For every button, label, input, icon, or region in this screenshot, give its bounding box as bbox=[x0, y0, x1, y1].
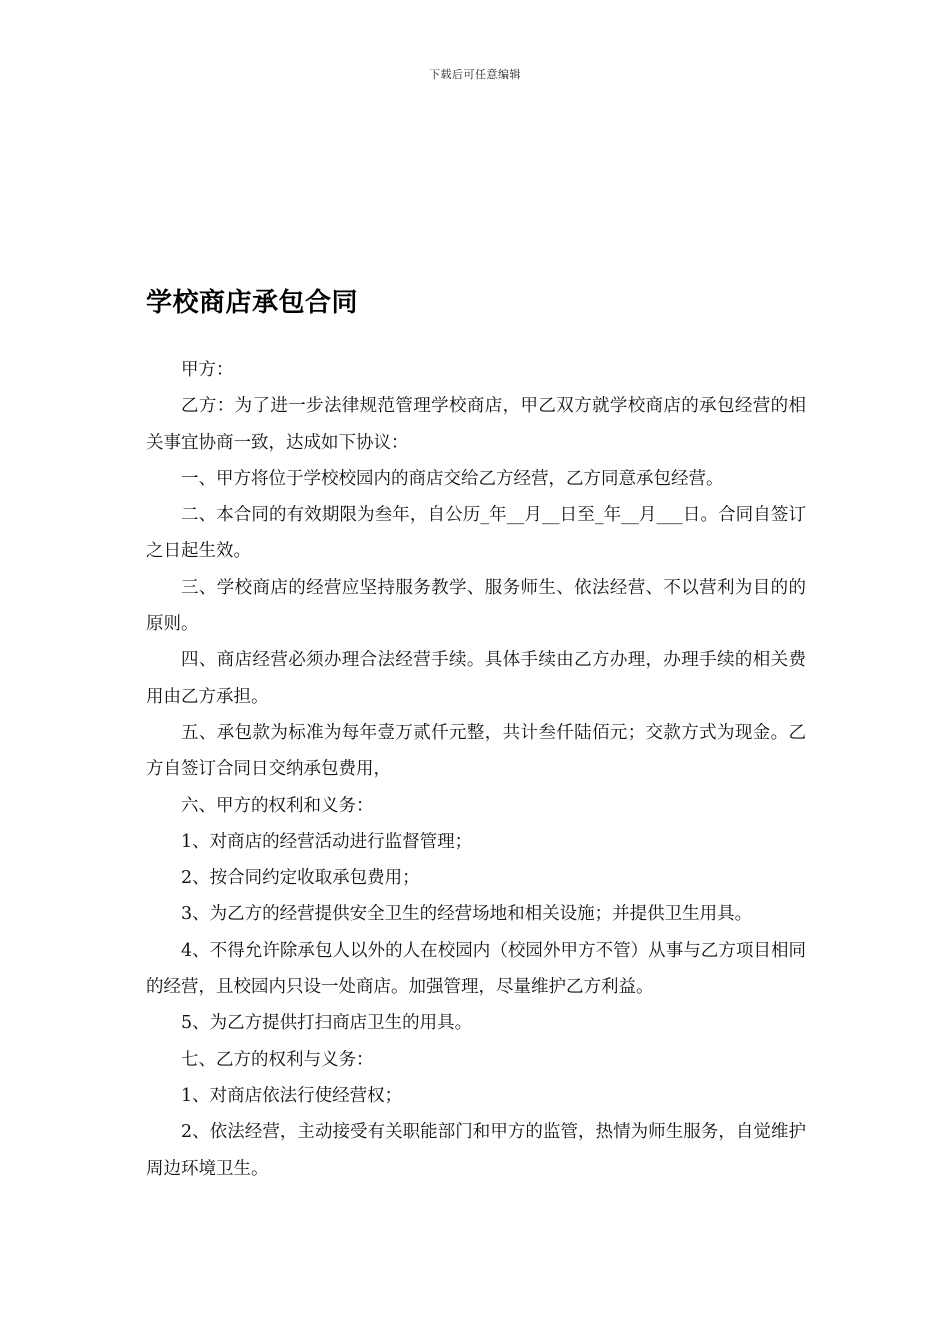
clause-2-paragraph: 二、本合同的有效期限为叁年，自公历_年__月__日至_年__月___日。合同自签订之日起生效。 bbox=[146, 505, 806, 562]
clause-6-heading: 六、甲方的权利和义务： bbox=[181, 795, 374, 816]
document-body bbox=[146, 352, 806, 1187]
clause-6-item-4: 4、不得允许除承包人以外的人在校园内（校园外甲方不管）从事与乙方项目相同的经营，且校园内只设一处商店。加强管理，尽量维护乙方利益。 bbox=[146, 940, 806, 998]
clause-1-paragraph: 一、甲方将位于学校校园内的商店交给乙方经营，乙方同意承包经营。 bbox=[181, 468, 724, 489]
document-title: 学校商店承包合同 bbox=[146, 288, 359, 318]
clause-4-paragraph: 四、商店经营必须办理合法经营手续。具体手续由乙方办理，办理手续的相关费用由乙方承担。 bbox=[146, 650, 806, 707]
clause-6-item-2: 2、按合同约定收取承包费用； bbox=[181, 868, 420, 889]
clause-3-paragraph: 三、学校商店的经营应坚持服务教学、服务师生、依法经营、不以营利为目的的原则。 bbox=[146, 577, 806, 635]
clause-7-item-1: 1、对商店依法行使经营权； bbox=[181, 1085, 403, 1106]
clause-6-item-3: 3、为乙方的经营提供安全卫生的经营场地和相关设施；并提供卫生用具。 bbox=[181, 904, 753, 925]
clause-7-item-2: 2、依法经营，主动接受有关职能部门和甲方的监管，热情为师生服务，自觉维护周边环境卫生。 bbox=[146, 1122, 806, 1179]
party-b-intro-paragraph: 乙方：为了进一步法律规范管理学校商店，甲乙双方就学校商店的承包经营的相关事宜协商一致，达成如下协议： bbox=[146, 396, 806, 453]
header-note: 下载后可任意编辑 bbox=[429, 68, 521, 81]
clause-6-item-1: 1、对商店的经营活动进行监督管理； bbox=[181, 831, 473, 852]
clause-5-paragraph: 五、承包款为标准为每年壹万贰仟元整，共计叁仟陆佰元；交款方式为现金。乙方自签订合同日交纳承包费用， bbox=[146, 722, 806, 780]
clause-6-item-5: 5、为乙方提供打扫商店卫生的用具。 bbox=[181, 1013, 473, 1034]
clause-7-heading: 七、乙方的权利与义务： bbox=[181, 1049, 374, 1070]
party-a-line: 甲方： bbox=[181, 360, 234, 380]
